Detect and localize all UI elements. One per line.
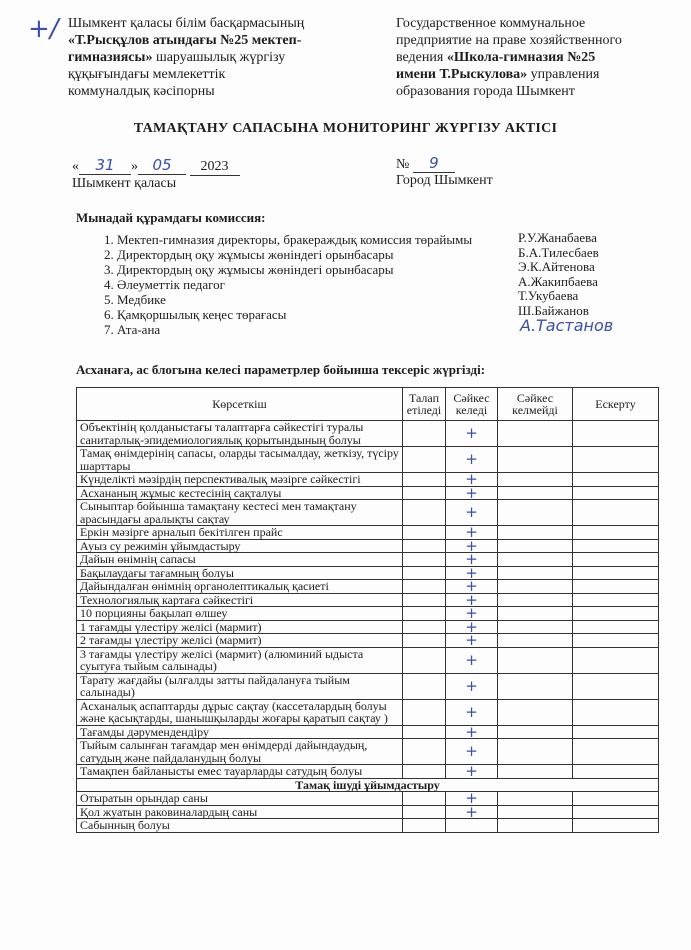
row-compliant-mark: +: [446, 647, 498, 673]
table-row: [77, 647, 659, 673]
row-note-cell: [573, 805, 659, 819]
row-noncompliant-cell: [498, 566, 573, 580]
table-row: [77, 526, 659, 540]
col-noncompliant-header: Сәйкес келмейді: [498, 388, 573, 421]
table-row: [77, 500, 659, 526]
row-compliant-mark: +: [446, 526, 498, 540]
row-compliant-mark: +: [446, 580, 498, 594]
row-compliant-mark: +: [446, 620, 498, 634]
row-note-cell: [573, 486, 659, 500]
date-quote-open: «: [72, 159, 79, 174]
table-row: [77, 792, 659, 806]
row-noncompliant-cell: [498, 699, 573, 725]
handwritten-signature: А.Тастанов: [520, 316, 614, 335]
row-required-cell: [403, 607, 446, 621]
row-note-cell: [573, 566, 659, 580]
table-row: [77, 819, 659, 833]
row-required-cell: [403, 620, 446, 634]
row-indicator-cell: Тамақ өнімдерінің сапасы, оларды тасымалдау, жеткізу, түсіру шарттары: [77, 447, 403, 473]
row-noncompliant-cell: [498, 620, 573, 634]
row-compliant-mark: +: [446, 473, 498, 487]
header-left-line1: Шымкент қаласы білім басқармасының: [68, 16, 305, 31]
table-row: [77, 447, 659, 473]
row-required-cell: [403, 539, 446, 553]
row-noncompliant-cell: [498, 486, 573, 500]
row-compliant-mark: +: [446, 673, 498, 699]
row-noncompliant-cell: [498, 580, 573, 594]
row-noncompliant-cell: [498, 473, 573, 487]
header-right-line3-bold: «Школа-гимназия №25: [446, 50, 596, 65]
row-note-cell: [573, 620, 659, 634]
header-left-line2: «Т.Рысқұлов атындағы №25 мектеп-: [68, 33, 302, 48]
row-indicator-cell: Тамақпен байланысты емес тауарларды сатудың болуы: [77, 765, 403, 779]
row-indicator-cell: Күнделікті мәзірдің перспективалық мәзірге сәйкестігі: [77, 473, 403, 487]
row-compliant-mark: +: [446, 566, 498, 580]
row-indicator-cell: Отыратын орындар саны: [77, 792, 403, 806]
row-indicator-cell: Тыйым салынған тағамдар мен өнімдерді дайындаудың, сатудың және пайдаланудың болуы: [77, 739, 403, 765]
row-note-cell: [573, 739, 659, 765]
table-row: [77, 566, 659, 580]
commission-heading: Мынадай құрамдағы комиссия:: [76, 210, 266, 225]
row-required-cell: [403, 553, 446, 567]
row-note-cell: [573, 473, 659, 487]
row-noncompliant-cell: [498, 447, 573, 473]
members-list: [76, 232, 507, 337]
row-noncompliant-cell: [498, 647, 573, 673]
header-left-line5: коммуналдық кәсіпорны: [68, 84, 215, 99]
date-quote-close: »: [131, 159, 138, 174]
row-noncompliant-cell: [498, 673, 573, 699]
member-item: 6. Қамқоршылық кеңес төрағасы: [117, 307, 507, 322]
row-noncompliant-cell: [498, 765, 573, 779]
row-compliant-mark: +: [446, 765, 498, 779]
row-indicator-cell: Дайын өнімнің сапасы: [77, 553, 403, 567]
table-body-main: [77, 421, 659, 779]
header-left: [68, 15, 358, 100]
date-day: 31: [79, 156, 131, 175]
table-row: [77, 593, 659, 607]
row-required-cell: [403, 765, 446, 779]
row-required-cell: [403, 792, 446, 806]
row-noncompliant-cell: [498, 500, 573, 526]
row-indicator-cell: Дайындалған өнімнің органолептикалық қасиеті: [77, 580, 403, 594]
row-noncompliant-cell: [498, 634, 573, 648]
row-noncompliant-cell: [498, 805, 573, 819]
row-required-cell: [403, 634, 446, 648]
row-indicator-cell: Асханалық аспаптарды дұрыс сақтау (кассеталардың болуы және қасықтарды, шанышқыларды жоғары қаратып сақтау ): [77, 699, 403, 725]
table-body-meals: [77, 789, 659, 833]
row-indicator-cell: 10 порцияны бақылап өлшеу: [77, 607, 403, 621]
row-note-cell: [573, 647, 659, 673]
row-note-cell: [573, 553, 659, 567]
row-note-cell: [573, 607, 659, 621]
row-required-cell: [403, 473, 446, 487]
header-left-line4: құқығындағы мемлекеттік: [68, 67, 226, 82]
row-indicator-cell: Ауыз су режимін ұйымдастыру: [77, 539, 403, 553]
handwritten-corner-mark: +/: [28, 14, 59, 44]
header-right: [396, 15, 676, 100]
row-required-cell: [403, 486, 446, 500]
row-required-cell: [403, 699, 446, 725]
header-right-line3-pre: ведения: [396, 50, 447, 65]
table-row: [77, 539, 659, 553]
row-compliant-mark: +: [446, 539, 498, 553]
row-compliant-mark: +: [446, 593, 498, 607]
member-item: 3. Директордың оқу жұмысы жөніндегі орынбасары: [117, 262, 507, 277]
row-note-cell: [573, 699, 659, 725]
table-row: [77, 620, 659, 634]
row-required-cell: [403, 526, 446, 540]
city-ru: Город Шымкент: [396, 173, 493, 188]
col-compliant-header: Сәйкес келеді: [446, 388, 498, 421]
header-left-line3-rest: шаруашылық жүргізу: [152, 50, 286, 65]
member-name: Э.К.Айтенова: [518, 259, 595, 274]
member-item: 5. Медбике: [117, 292, 507, 307]
table-row: [77, 553, 659, 567]
header-right-line4-rest: управления: [527, 67, 600, 82]
table-row: [77, 580, 659, 594]
row-required-cell: [403, 805, 446, 819]
row-note-cell: [573, 539, 659, 553]
table-row: [77, 673, 659, 699]
row-compliant-mark: +: [446, 553, 498, 567]
check-heading: Асханаға, ас блогына келесі параметрлер бойынша тексеріс жүргізді:: [76, 362, 486, 377]
row-indicator-cell: Объектінің қолданыстағы талаптарға сәйкестігі туралы санитарлық-эпидемиологиялық қорытындының болуы: [77, 421, 403, 447]
row-indicator-cell: Тағамды дәрумендендіру: [77, 725, 403, 739]
row-required-cell: [403, 447, 446, 473]
row-compliant-mark: [446, 819, 498, 833]
row-noncompliant-cell: [498, 539, 573, 553]
row-indicator-cell: 3 тағамды үлестіру желісі (мармит) (алюминий ыдыста суытуға тыйым салынады): [77, 647, 403, 673]
row-compliant-mark: +: [446, 447, 498, 473]
row-compliant-mark: +: [446, 739, 498, 765]
row-indicator-cell: 1 тағамды үлестіру желісі (мармит): [77, 620, 403, 634]
row-required-cell: [403, 566, 446, 580]
table-row: [77, 805, 659, 819]
section-title: Тамақ ішуді ұйымдастыру: [77, 778, 659, 792]
row-note-cell: [573, 421, 659, 447]
row-indicator-cell: Еркін мәзірге арналып бекітілген прайс: [77, 526, 403, 540]
row-indicator-cell: Бақылаудағы тағамның болуы: [77, 566, 403, 580]
row-noncompliant-cell: [498, 819, 573, 833]
row-noncompliant-cell: [498, 593, 573, 607]
row-compliant-mark: +: [446, 699, 498, 725]
table-row: [77, 473, 659, 487]
city-kz: Шымкент қаласы: [72, 176, 177, 191]
row-indicator-cell: Тарату жағдайы (ылғалды затты пайдалануға тыйым салынады): [77, 673, 403, 699]
row-required-cell: [403, 580, 446, 594]
row-compliant-mark: +: [446, 792, 498, 806]
row-noncompliant-cell: [498, 553, 573, 567]
row-noncompliant-cell: [498, 421, 573, 447]
table-row: [77, 765, 659, 779]
table-row: [77, 634, 659, 648]
number-value: 9: [413, 154, 455, 173]
number-label: №: [396, 157, 410, 172]
row-required-cell: [403, 647, 446, 673]
row-compliant-mark: +: [446, 725, 498, 739]
member-item: 2. Директордың оқу жұмысы жөніндегі орынбасары: [117, 247, 507, 262]
header-left-line3-bold: гимназиясы»: [68, 50, 153, 65]
col-indicator-header: Көрсеткіш: [77, 388, 403, 421]
member-item: 4. Әлеуметтік педагог: [117, 277, 507, 292]
row-compliant-mark: +: [446, 421, 498, 447]
number-line: [396, 154, 455, 173]
row-indicator-cell: 2 тағамды үлестіру желісі (мармит): [77, 634, 403, 648]
table-row: [77, 725, 659, 739]
row-note-cell: [573, 765, 659, 779]
row-note-cell: [573, 526, 659, 540]
row-compliant-mark: +: [446, 805, 498, 819]
row-noncompliant-cell: [498, 739, 573, 765]
header-right-line2: предприятие на праве хозяйственного: [396, 33, 622, 48]
row-required-cell: [403, 725, 446, 739]
row-noncompliant-cell: [498, 792, 573, 806]
table-row: [77, 486, 659, 500]
row-required-cell: [403, 500, 446, 526]
header-right-line1: Государственное коммунальное: [396, 16, 586, 31]
table-section: [77, 778, 659, 792]
row-note-cell: [573, 447, 659, 473]
row-compliant-mark: +: [446, 486, 498, 500]
row-required-cell: [403, 819, 446, 833]
row-note-cell: [573, 593, 659, 607]
row-required-cell: [403, 421, 446, 447]
row-compliant-mark: +: [446, 500, 498, 526]
section-row: [77, 778, 659, 792]
monitoring-table: [76, 387, 659, 833]
member-name: А.Жакипбаева: [518, 273, 598, 289]
row-noncompliant-cell: [498, 725, 573, 739]
date-year: 2023: [190, 159, 240, 176]
member-name: Ш.Байжанов: [518, 302, 589, 318]
table-row: [77, 421, 659, 447]
row-noncompliant-cell: [498, 526, 573, 540]
row-indicator-cell: Қол жуатын раковиналардың саны: [77, 805, 403, 819]
date-month: 05: [138, 156, 186, 175]
row-indicator-cell: Технологиялық картаға сәйкестігі: [77, 593, 403, 607]
row-indicator-cell: Сыныптар бойынша тамақтану кестесі мен тамақтану арасындағы аралықты сақтау: [77, 500, 403, 526]
row-required-cell: [403, 739, 446, 765]
col-required-header: Талап етіледі: [403, 388, 446, 421]
table-row: [77, 607, 659, 621]
member-item: 7. Ата-ана: [117, 322, 507, 337]
row-required-cell: [403, 673, 446, 699]
table-header-row: [77, 388, 659, 421]
row-note-cell: [573, 725, 659, 739]
header-right-line5: образования города Шымкент: [396, 84, 575, 99]
member-item: 1. Мектеп-гимназия директоры, бракераждық комиссия төрайымы: [117, 232, 507, 247]
member-names: [518, 231, 599, 318]
row-note-cell: [573, 792, 659, 806]
row-indicator-cell: Сабынның болуы: [77, 819, 403, 833]
header-right-line4-bold: имени Т.Рыскулова»: [396, 67, 528, 82]
row-note-cell: [573, 673, 659, 699]
member-name: Б.А.Тилесбаев: [518, 244, 599, 260]
document-title: ТАМАҚТАНУ САПАСЫНА МОНИТОРИНГ ЖҮРГІЗУ АКТІСІ: [133, 121, 558, 136]
row-noncompliant-cell: [498, 607, 573, 621]
row-compliant-mark: +: [446, 607, 498, 621]
row-note-cell: [573, 580, 659, 594]
row-required-cell: [403, 593, 446, 607]
member-name: Т.Укубаева: [518, 288, 579, 303]
member-name: Р.У.Жанабаева: [518, 230, 597, 245]
table-row: [77, 739, 659, 765]
row-indicator-cell: Асхананың жұмыс кестесінің сақталуы: [77, 486, 403, 500]
table-row: [77, 699, 659, 725]
row-note-cell: [573, 634, 659, 648]
row-note-cell: [573, 500, 659, 526]
row-note-cell: [573, 819, 659, 833]
row-compliant-mark: +: [446, 634, 498, 648]
col-note-header: Ескерту: [573, 388, 659, 421]
date-line: [72, 156, 240, 176]
